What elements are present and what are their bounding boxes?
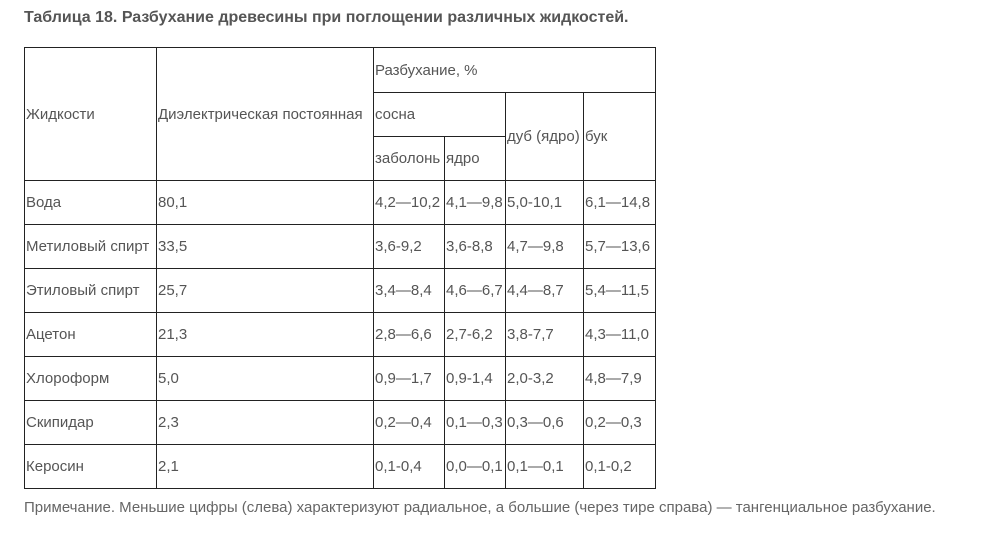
cell-liquid: Метиловый спирт	[25, 225, 157, 269]
cell-pine-heartwood: 4,1—9,8	[445, 181, 506, 225]
cell-pine-heartwood: 0,1—0,3	[445, 401, 506, 445]
header-beech: бук	[584, 93, 656, 181]
cell-oak: 0,3—0,6	[506, 401, 584, 445]
cell-pine-sapwood: 4,2—10,2	[374, 181, 445, 225]
cell-beech: 6,1—14,8	[584, 181, 656, 225]
table-row	[25, 401, 656, 445]
cell-oak: 4,7—9,8	[506, 225, 584, 269]
header-oak: дуб (ядро)	[506, 93, 584, 181]
cell-pine-sapwood: 2,8—6,6	[374, 313, 445, 357]
cell-liquid: Ацетон	[25, 313, 157, 357]
header-liquids: Жидкости	[25, 48, 157, 181]
cell-dielectric: 33,5	[157, 225, 374, 269]
cell-liquid: Керосин	[25, 445, 157, 489]
cell-dielectric: 2,3	[157, 401, 374, 445]
cell-oak: 3,8-7,7	[506, 313, 584, 357]
table-row	[25, 181, 656, 225]
cell-liquid: Этиловый спирт	[25, 269, 157, 313]
cell-pine-heartwood: 0,9-1,4	[445, 357, 506, 401]
cell-dielectric: 80,1	[157, 181, 374, 225]
cell-liquid: Вода	[25, 181, 157, 225]
cell-oak: 0,1—0,1	[506, 445, 584, 489]
cell-pine-sapwood: 3,4—8,4	[374, 269, 445, 313]
cell-liquid: Хлороформ	[25, 357, 157, 401]
cell-beech: 0,1-0,2	[584, 445, 656, 489]
cell-beech: 5,7—13,6	[584, 225, 656, 269]
header-dielectric: Диэлектрическая постоянная	[157, 48, 374, 181]
table-row	[25, 225, 656, 269]
cell-oak: 4,4—8,7	[506, 269, 584, 313]
cell-oak: 2,0-3,2	[506, 357, 584, 401]
header-heartwood: ядро	[445, 137, 506, 181]
header-row	[25, 48, 656, 93]
cell-beech: 0,2—0,3	[584, 401, 656, 445]
cell-pine-heartwood: 4,6—6,7	[445, 269, 506, 313]
cell-dielectric: 25,7	[157, 269, 374, 313]
table-row	[25, 269, 656, 313]
cell-dielectric: 21,3	[157, 313, 374, 357]
table-title: Таблица 18. Разбухание древесины при поглощении различных жидкостей.	[24, 9, 629, 26]
cell-pine-sapwood: 0,2—0,4	[374, 401, 445, 445]
cell-dielectric: 2,1	[157, 445, 374, 489]
swelling-table	[24, 47, 656, 489]
cell-pine-sapwood: 3,6-9,2	[374, 225, 445, 269]
cell-beech: 4,8—7,9	[584, 357, 656, 401]
cell-liquid: Скипидар	[25, 401, 157, 445]
cell-pine-heartwood: 2,7-6,2	[445, 313, 506, 357]
cell-beech: 5,4—11,5	[584, 269, 656, 313]
cell-pine-sapwood: 0,1-0,4	[374, 445, 445, 489]
table-row	[25, 313, 656, 357]
cell-pine-sapwood: 0,9—1,7	[374, 357, 445, 401]
cell-dielectric: 5,0	[157, 357, 374, 401]
table-row	[25, 445, 656, 489]
table-note: Примечание. Меньшие цифры (слева) характеризуют радиальное, а большие (через тире справа) — тангенциальное разбухание.	[24, 499, 936, 516]
cell-beech: 4,3—11,0	[584, 313, 656, 357]
cell-pine-heartwood: 3,6-8,8	[445, 225, 506, 269]
header-sapwood: заболонь	[374, 137, 445, 181]
table-row	[25, 357, 656, 401]
header-pine: сосна	[374, 93, 506, 137]
cell-pine-heartwood: 0,0—0,1	[445, 445, 506, 489]
header-swelling: Разбухание, %	[374, 48, 656, 93]
cell-oak: 5,0-10,1	[506, 181, 584, 225]
